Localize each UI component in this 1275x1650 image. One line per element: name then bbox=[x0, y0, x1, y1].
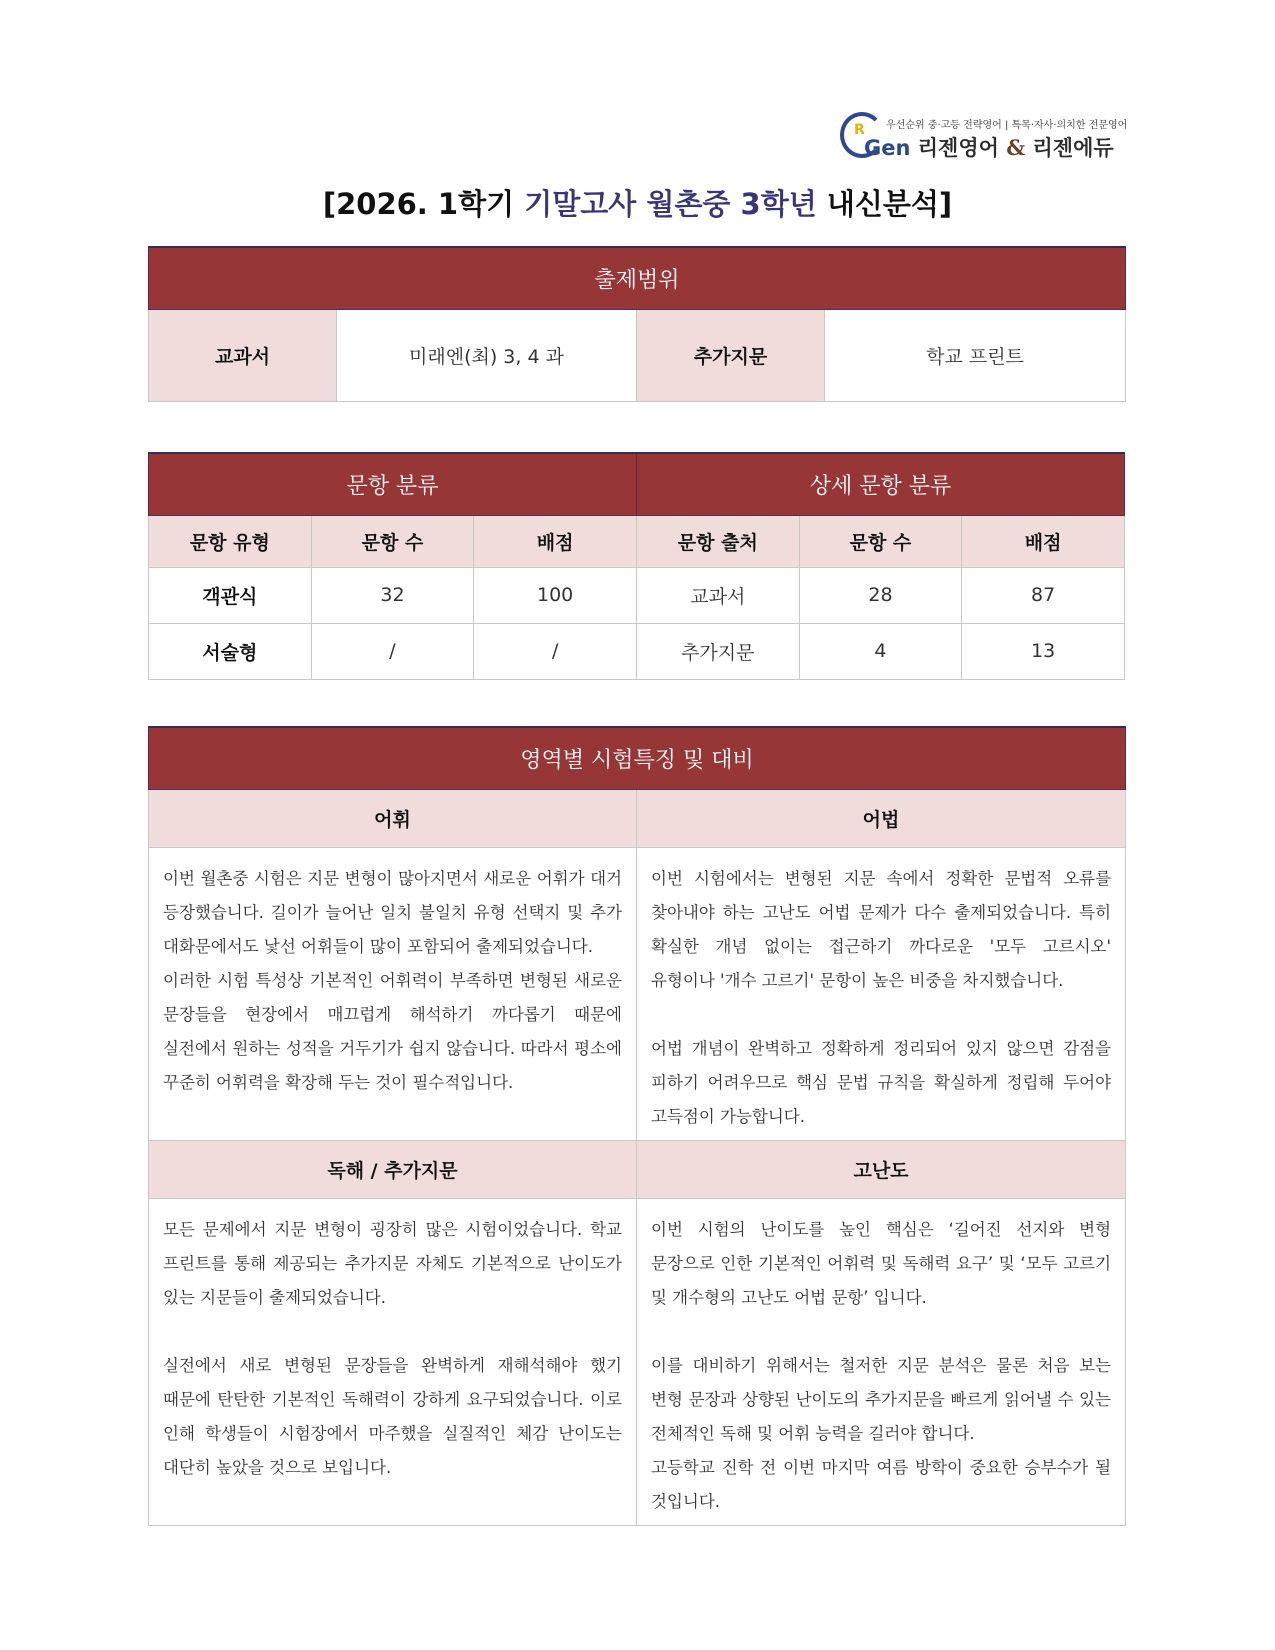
vocab-paragraph-2: 이러한 시험 특성상 기본적인 어휘력이 부족하면 변형된 새로운 문장들을 현장에서 매끄럽게 해석하기 까다롭기 때문에 실전에서 원하는 성적을 거두기가 쉽지 않습니다. 따라서 평소에 꾸준히 어휘력을 확장해 두는 것이 필수적입니다. bbox=[163, 970, 622, 1092]
title-suffix: 내신분석] bbox=[826, 187, 953, 221]
extra-passage-label: 추가지문 bbox=[637, 309, 825, 401]
brand-logo bbox=[840, 112, 1130, 164]
scope-header: 출제범위 bbox=[149, 247, 1126, 309]
difficulty-paragraph-3: 고등학교 진학 전 이번 마지막 여름 방학이 중요한 승부수가 될 것입니다. bbox=[651, 1457, 1112, 1511]
reading-paragraph-2: 실전에서 새로 변형된 문장들을 완벽하게 재해석해야 했기 때문에 탄탄한 기본적인 독해력이 강하게 요구되었습니다. 이로 인해 학생들이 시험장에서 마주했을 실질적인 체감 난이도는 대단히 높았을 것으로 보입니다. bbox=[163, 1355, 622, 1477]
column-header: 배점 bbox=[962, 515, 1125, 567]
reading-paragraph-1: 모든 문제에서 지문 변형이 굉장히 많은 시험이었습니다. 학교 프린트를 통해 제공되는 추가지문 자체도 기본적으로 난이도가 있는 지문들이 출제되었습니다. bbox=[163, 1219, 622, 1307]
classification-left-header: 문항 분류 bbox=[149, 453, 637, 515]
logo-r-letter: R bbox=[854, 122, 865, 138]
grammar-title: 어법 bbox=[637, 789, 1126, 847]
column-header: 문항 유형 bbox=[149, 515, 312, 567]
source-score: 87 bbox=[962, 567, 1125, 623]
vocab-body bbox=[149, 847, 637, 1140]
table-row bbox=[149, 623, 1125, 679]
table-row bbox=[149, 567, 1125, 623]
vocab-paragraph-1: 이번 월촌중 시험은 지문 변형이 많아지면서 새로운 어휘가 대거 등장했습니다. 길이가 늘어난 일치 불일치 유형 선택지 및 추가 대화문에서도 낯선 어휘들이 많이 포함되어 출제되었습니다. bbox=[163, 868, 622, 956]
question-source: 추가지문 bbox=[636, 623, 799, 679]
source-count: 28 bbox=[799, 567, 962, 623]
grammar-paragraph-2: 어법 개념이 완벽하고 정확하게 정리되어 있지 않으면 감점을 피하기 어려우므로 핵심 문법 규칙을 확실하게 정립해 두어야 고득점이 가능합니다. bbox=[651, 1038, 1112, 1126]
question-type: 객관식 bbox=[149, 567, 312, 623]
classification-table bbox=[148, 452, 1125, 680]
features-header: 영역별 시험특징 및 대비 bbox=[149, 727, 1126, 789]
column-header: 문항 수 bbox=[799, 515, 962, 567]
difficulty-paragraph-2: 이를 대비하기 위해서는 철저한 지문 분석은 물론 처음 보는 변형 문장과 상향된 난이도의 추가지문을 빠르게 읽어낼 수 있는 전체적인 독해 및 어휘 능력을 길러야 합니다. bbox=[651, 1355, 1112, 1443]
question-source: 교과서 bbox=[636, 567, 799, 623]
column-header: 배점 bbox=[474, 515, 637, 567]
question-count: 32 bbox=[311, 567, 474, 623]
grammar-body bbox=[637, 847, 1126, 1140]
logo-amp: & bbox=[1006, 135, 1026, 160]
grammar-paragraph-1: 이번 시험에서는 변형된 지문 속에서 정확한 문법적 오류를 찾아내야 하는 고난도 어법 문제가 다수 출제되었습니다. 특히 확실한 개념 없이는 접근하기 까다로운 '모두 고르시오' 유형이나 '개수 고르기' 문항이 높은 비중을 차지했습니다. bbox=[651, 868, 1112, 990]
scope-table bbox=[148, 246, 1126, 402]
difficulty-title: 고난도 bbox=[637, 1140, 1126, 1198]
reading-body bbox=[149, 1198, 637, 1525]
classification-right-header: 상세 문항 분류 bbox=[636, 453, 1124, 515]
difficulty-body bbox=[637, 1198, 1126, 1525]
extra-passage-value: 학교 프린트 bbox=[825, 309, 1126, 401]
textbook-value: 미래엔(최) 3, 4 과 bbox=[337, 309, 637, 401]
textbook-label: 교과서 bbox=[149, 309, 337, 401]
logo-tagline: 우선순위 중·고등 전략영어 | 특목·자사·의치한 전문영어 bbox=[886, 120, 1128, 131]
page-title bbox=[0, 182, 1275, 223]
title-prefix: [2026. 1학기 bbox=[322, 187, 515, 221]
question-score: 100 bbox=[474, 567, 637, 623]
column-header: 문항 출처 bbox=[636, 515, 799, 567]
logo-name1: 리젠영어 bbox=[917, 136, 999, 160]
difficulty-paragraph-1: 이번 시험의 난이도를 높인 핵심은 ‘길어진 선지와 변형 문장으로 인한 기본적인 어휘력 및 독해력 요구’ 및 ‘모두 고르기 및 개수형의 고난도 어법 문항’ 입니다. bbox=[651, 1219, 1112, 1307]
logo-name2: 리젠에듀 bbox=[1032, 136, 1114, 160]
vocab-title: 어휘 bbox=[149, 789, 637, 847]
logo-wordmark bbox=[864, 132, 1114, 162]
title-accent: 기말고사 월촌중 3학년 bbox=[524, 187, 817, 221]
question-type: 서술형 bbox=[149, 623, 312, 679]
source-count: 4 bbox=[799, 623, 962, 679]
features-table bbox=[148, 726, 1126, 1526]
column-header: 문항 수 bbox=[311, 515, 474, 567]
reading-title: 독해 / 추가지문 bbox=[149, 1140, 637, 1198]
question-count: / bbox=[311, 623, 474, 679]
question-score: / bbox=[474, 623, 637, 679]
logo-gen: Gen bbox=[864, 136, 911, 160]
source-score: 13 bbox=[962, 623, 1125, 679]
